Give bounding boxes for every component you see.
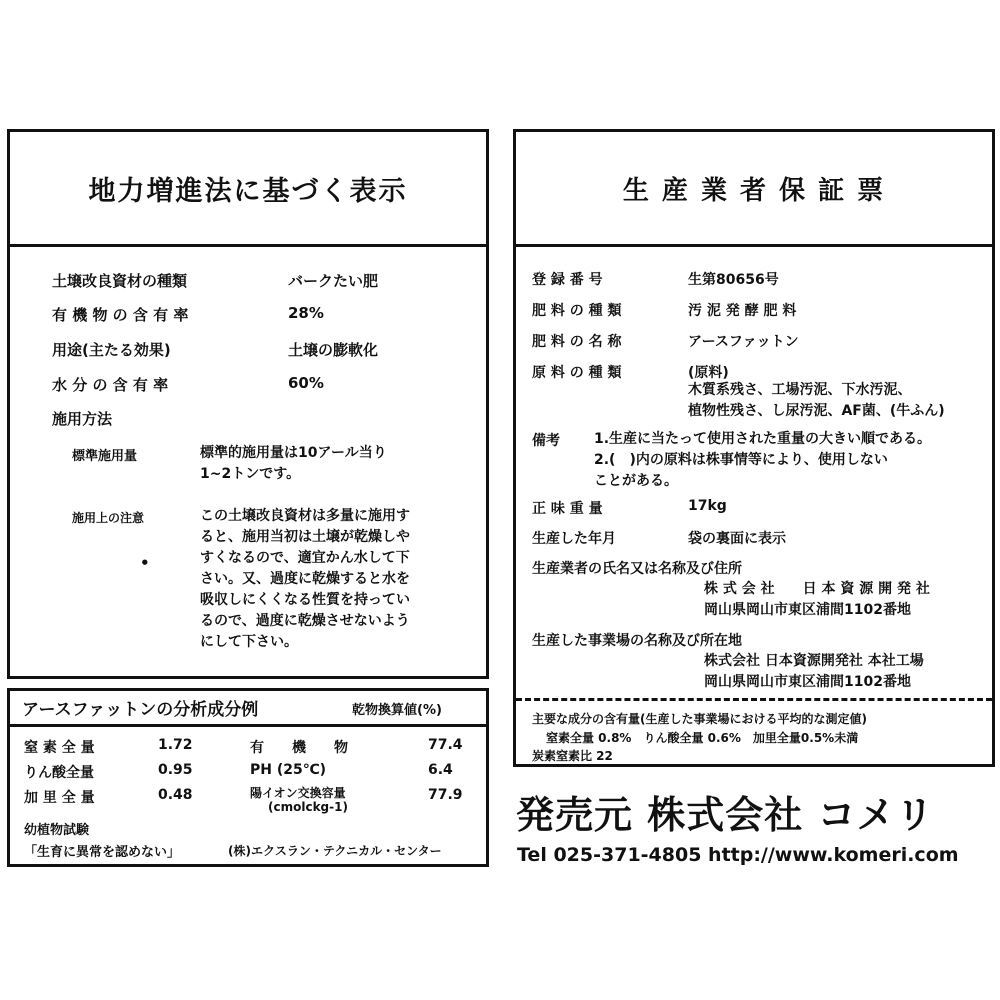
analysis-unit: 乾物換算値(%) bbox=[352, 703, 442, 718]
dashed-divider bbox=[516, 698, 992, 701]
item-label: 陽イオン交換容量 bbox=[250, 786, 346, 800]
row-value: 60% bbox=[288, 374, 324, 392]
usage-heading: 施用方法 bbox=[52, 410, 113, 428]
item-value: 77.4 bbox=[428, 737, 463, 753]
item-label: 有 機 物 bbox=[250, 740, 348, 756]
factory-info: 株式会社 日本資源開発社 本社工場 岡山県岡山市東区浦間1102番地 bbox=[704, 653, 924, 690]
standard-text: 標準的施用量は10アール当り 1~2トンです。 bbox=[200, 445, 387, 482]
item-value: 6.4 bbox=[428, 762, 453, 778]
item-label: PH (25℃) bbox=[250, 762, 327, 778]
guarantee-title: 生 産 業 者 保 証 票 bbox=[516, 132, 992, 247]
guarantee-panel bbox=[513, 129, 995, 767]
producer-info: 株 式 会 社 日 本 資 源 開 発 社 岡山県岡山市東区浦間1102番地 bbox=[704, 581, 930, 618]
row-label: 土壌改良資材の種類 bbox=[52, 272, 188, 290]
item-value: 1.72 bbox=[158, 737, 193, 753]
row-label: 有 機 物 の 含 有 率 bbox=[52, 306, 189, 324]
item-label: 窒 素 全 量 bbox=[24, 740, 95, 756]
row-label: 登 録 番 号 bbox=[532, 272, 603, 288]
bullet: • bbox=[140, 554, 150, 572]
soil-law-title: 地力増進法に基づく表示 bbox=[10, 132, 486, 247]
row-value: 汚 泥 発 酵 肥 料 bbox=[688, 303, 797, 319]
weight-label: 正 味 重 量 bbox=[532, 501, 603, 517]
main-components: 主要な成分の含有量(生産した事業場における平均的な測定値) bbox=[532, 712, 867, 726]
cn-ratio: 炭素窒素比 22 bbox=[532, 749, 613, 763]
notes-text: 1.生産に当たって使用された重量の大きい順である。 2.( )内の原料は株事情等により、使用しない ことがある。 bbox=[594, 431, 932, 489]
analysis-header bbox=[10, 691, 486, 727]
cec-unit: (cmolckg-1) bbox=[268, 800, 348, 814]
row-value: アースファットン bbox=[688, 334, 799, 350]
notes-label: 備考 bbox=[532, 433, 560, 449]
analysis-panel bbox=[7, 688, 489, 867]
row-value: 生第80656号 bbox=[688, 272, 779, 288]
materials-text: 木質系残さ、工場汚泥、下水汚泥、 植物性残さ、し尿汚泥、AF菌、(牛ふん) bbox=[688, 382, 945, 419]
item-value: 0.48 bbox=[158, 787, 193, 803]
caution-text: この土壌改良資材は多量に施用す ると、施用当初は土壌が乾燥しや すくなるので、適宜かん水して下 さい。又、過度に乾燥すると水を 吸収しにくくなる性質を持ってい るので、過度に乾燥させないよう にして下さい。 bbox=[200, 508, 410, 650]
date-value: 袋の裏面に表示 bbox=[688, 531, 786, 547]
seller-contact: Tel 025-371-4805 http://www.komeri.com bbox=[517, 844, 959, 866]
weight-value: 17kg bbox=[688, 498, 727, 514]
row-label: 水 分 の 含 有 率 bbox=[52, 376, 169, 394]
caution-label: 施用上の注意 bbox=[72, 511, 145, 525]
row-value: (原料) bbox=[688, 365, 729, 381]
item-value: 0.95 bbox=[158, 762, 193, 778]
components-line: 窒素全量 0.8% りん酸全量 0.6% 加里全量0.5%未満 bbox=[546, 731, 859, 745]
test-result: 「生育に異常を認めない」 bbox=[24, 845, 181, 860]
test-label: 幼植物試験 bbox=[24, 823, 90, 838]
factory-heading: 生産した事業場の名称及び所在地 bbox=[532, 633, 742, 649]
item-value: 77.9 bbox=[428, 787, 463, 803]
row-value: 28% bbox=[288, 304, 324, 322]
standard-label: 標準施用量 bbox=[72, 449, 138, 464]
row-value: バークたい肥 bbox=[288, 272, 379, 290]
row-label: 肥 料 の 名 称 bbox=[532, 334, 622, 350]
date-label: 生産した年月 bbox=[532, 531, 616, 547]
row-label: 原 料 の 種 類 bbox=[532, 365, 622, 381]
row-label: 肥 料 の 種 類 bbox=[532, 303, 622, 319]
producer-heading: 生産業者の氏名又は名称及び住所 bbox=[532, 561, 742, 577]
analysis-title: アースファットンの分析成分例 bbox=[22, 700, 259, 720]
seller-label: 発売元 株式会社 コメリ bbox=[516, 793, 935, 837]
row-value: 土壌の膨軟化 bbox=[288, 341, 379, 359]
row-label: 用途(主たる効果) bbox=[52, 341, 171, 359]
item-label: 加 里 全 量 bbox=[24, 790, 95, 806]
test-center: (株)エクスラン・テクニカル・センター bbox=[228, 844, 442, 858]
soil-law-panel bbox=[7, 129, 489, 679]
item-label: りん酸全量 bbox=[24, 765, 94, 781]
